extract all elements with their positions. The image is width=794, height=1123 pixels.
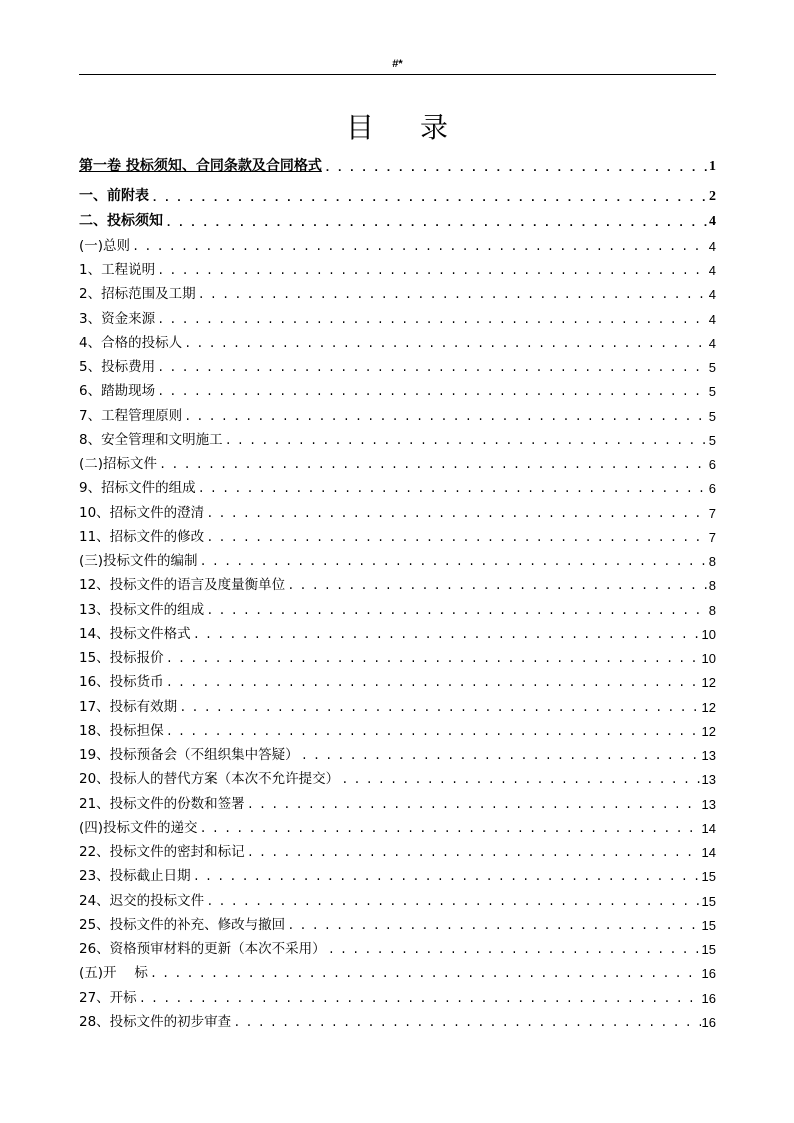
- toc-entry-label: 21、投标文件的份数和签署: [79, 795, 245, 812]
- title-char-right: 录: [420, 111, 449, 144]
- toc-entry-label: 1、工程说明: [79, 262, 156, 278]
- toc-entry[interactable]: [79, 957, 716, 981]
- toc-entry-page: 6: [708, 481, 716, 497]
- toc-entry[interactable]: [79, 618, 716, 642]
- toc-entry[interactable]: [79, 545, 716, 569]
- toc-entry[interactable]: [79, 787, 716, 811]
- toc-entry-label: (四)投标文件的递交: [79, 819, 198, 836]
- toc-entry[interactable]: [79, 375, 716, 399]
- toc-entry-label: 25、投标文件的补充、修改与撤回: [79, 916, 286, 933]
- toc-entry-page: 6: [708, 457, 716, 472]
- toc-entry-page: 7: [708, 505, 716, 521]
- toc-entry[interactable]: [79, 327, 716, 351]
- toc-entry-label: 28、投标文件的初步审查: [79, 1013, 232, 1030]
- toc-entry-label: 6、踏勘现场: [79, 383, 156, 400]
- toc-leader-dots: [179, 701, 700, 715]
- toc-entry[interactable]: [79, 399, 716, 423]
- toc-entry[interactable]: [79, 860, 716, 884]
- toc-entry-label: 13、投标文件的组成: [79, 601, 205, 618]
- toc-entry-page: 13: [701, 796, 716, 812]
- toc-leader-dots: [157, 361, 708, 375]
- table-of-contents: [79, 152, 716, 1030]
- toc-leader-dots: [287, 579, 708, 593]
- toc-leader-dots: [193, 870, 701, 884]
- toc-entry-page: 8: [708, 554, 716, 569]
- toc-leader-dots: [184, 410, 708, 424]
- toc-entry-label: (一)总则: [79, 237, 131, 254]
- toc-entry-label: 14、投标文件格式: [79, 625, 191, 642]
- toc-entry[interactable]: [79, 448, 716, 472]
- toc-entry-page: 14: [701, 820, 716, 836]
- toc-entry-label: 7、工程管理原则: [79, 407, 183, 424]
- toc-entry-label: (二)招标文件: [79, 456, 158, 472]
- toc-entry-page: 4: [708, 287, 716, 303]
- toc-entry-label: 3、资金来源: [79, 310, 156, 327]
- toc-entry[interactable]: [79, 521, 716, 545]
- toc-leader-dots: [139, 992, 701, 1006]
- toc-leader-dots: [301, 749, 701, 763]
- page-title: [0, 106, 794, 146]
- toc-leader-dots: [206, 507, 708, 521]
- toc-entry-label: (五)开 标: [79, 965, 148, 982]
- toc-entry[interactable]: [79, 739, 716, 763]
- toc-entry-page: 15: [701, 917, 716, 933]
- toc-entry[interactable]: [79, 836, 716, 860]
- toc-entry[interactable]: [79, 666, 716, 690]
- toc-leader-dots: [206, 531, 708, 545]
- toc-entry[interactable]: [79, 690, 716, 714]
- toc-entry[interactable]: [79, 205, 716, 229]
- toc-entry-page: 5: [708, 384, 716, 400]
- toc-entry[interactable]: [79, 351, 716, 375]
- toc-entry-page: 15: [701, 893, 716, 909]
- toc-entry[interactable]: [79, 254, 716, 278]
- toc-entry-page: 16: [701, 1014, 716, 1030]
- toc-leader-dots: [151, 191, 708, 205]
- toc-entry-page: 16: [701, 966, 716, 982]
- toc-entry-label: (三)投标文件的编制: [79, 553, 198, 569]
- toc-entry-page: 8: [708, 578, 716, 594]
- toc-entry-page: 15: [701, 869, 716, 885]
- toc-leader-dots: [166, 652, 701, 666]
- toc-leader-dots: [206, 895, 700, 909]
- toc-entry-page: 12: [701, 699, 716, 715]
- toc-entry-label: 一、前附表: [79, 188, 149, 205]
- toc-entry-label: 9、招标文件的组成: [79, 480, 196, 497]
- toc-entry-label: 4、合格的投标人: [79, 334, 183, 351]
- toc-leader-dots: [324, 161, 708, 175]
- toc-leader-dots: [287, 919, 700, 933]
- toc-entry-page: 15: [701, 942, 716, 957]
- toc-entry[interactable]: [79, 715, 716, 739]
- header-rule: [79, 74, 716, 75]
- toc-leader-dots: [166, 725, 701, 739]
- toc-leader-dots: [157, 313, 708, 327]
- toc-leader-dots: [159, 458, 708, 472]
- toc-entry-label: 18、投标担保: [79, 722, 164, 739]
- toc-entry-page: 4: [709, 213, 716, 229]
- toc-entry[interactable]: [79, 569, 716, 593]
- toc-entry-page: 12: [701, 723, 716, 739]
- toc-entry-label: 16、投标货币: [79, 674, 164, 691]
- toc-entry-label: 2、招标范围及工期: [79, 286, 196, 303]
- toc-entry[interactable]: [79, 981, 716, 1005]
- toc-entry-label: 10、招标文件的澄清: [79, 504, 205, 521]
- toc-entry-page: 4: [708, 311, 716, 327]
- toc-leader-dots: [341, 773, 700, 787]
- toc-leader-dots: [193, 628, 701, 642]
- toc-leader-dots: [166, 676, 701, 690]
- toc-entry[interactable]: [79, 1006, 716, 1030]
- toc-entry[interactable]: [79, 909, 716, 933]
- toc-entry-page: 4: [708, 335, 716, 351]
- page-header: #*: [392, 58, 403, 70]
- toc-leader-dots: [225, 434, 708, 448]
- toc-entry-page: 10: [701, 651, 716, 666]
- toc-entry-label: 24、迟交的投标文件: [79, 892, 205, 909]
- toc-entry-page: 13: [701, 772, 716, 788]
- toc-entry-label: 26、资格预审材料的更新（本次不采用）: [79, 941, 326, 957]
- toc-entry-page: 2: [709, 189, 716, 205]
- toc-entry-page: 16: [701, 990, 716, 1006]
- toc-entry[interactable]: [79, 593, 716, 617]
- toc-entry[interactable]: [79, 812, 716, 836]
- toc-entry-page: 5: [708, 408, 716, 424]
- toc-entry[interactable]: [79, 181, 716, 205]
- toc-entry-page: 4: [708, 263, 716, 278]
- toc-leader-dots: [184, 337, 708, 351]
- toc-entry[interactable]: [79, 496, 716, 520]
- toc-entry[interactable]: [79, 278, 716, 302]
- toc-entry-label: 20、投标人的替代方案（本次不允许提交）: [79, 771, 340, 788]
- toc-entry-page: 14: [701, 845, 716, 860]
- toc-entry-label: 27、开标: [79, 989, 137, 1006]
- toc-entry-label: 22、投标文件的密封和标记: [79, 844, 245, 860]
- toc-leader-dots: [200, 822, 701, 836]
- toc-entry-label: 15、投标报价: [79, 650, 164, 666]
- toc-leader-dots: [247, 798, 701, 812]
- toc-entry-label: 19、投标预备会（不组织集中答疑）: [79, 747, 299, 763]
- toc-entry[interactable]: [79, 302, 716, 326]
- toc-entry-page: 5: [708, 360, 716, 375]
- toc-entry[interactable]: [79, 933, 716, 957]
- toc-leader-dots: [247, 846, 701, 860]
- toc-entry-page: 12: [701, 675, 716, 691]
- toc-entry-page: 10: [701, 626, 716, 642]
- toc-entry-page: 1: [709, 159, 716, 174]
- toc-entry-label: 23、投标截止日期: [79, 868, 191, 885]
- toc-entry[interactable]: [79, 763, 716, 787]
- toc-entry[interactable]: [79, 230, 716, 254]
- toc-entry-label: 12、投标文件的语言及度量衡单位: [79, 577, 286, 594]
- toc-entry-label: 8、安全管理和文明施工: [79, 431, 223, 448]
- toc-leader-dots: [157, 264, 708, 278]
- toc-leader-dots: [165, 216, 708, 230]
- toc-leader-dots: [198, 482, 708, 496]
- toc-leader-dots: [198, 288, 708, 302]
- toc-entry-page: 5: [708, 432, 716, 448]
- toc-leader-dots: [233, 1016, 700, 1030]
- toc-entry-page: 7: [708, 529, 716, 545]
- toc-leader-dots: [206, 604, 708, 618]
- toc-entry-label: 17、投标有效期: [79, 698, 178, 715]
- toc-entry-label: 二、投标须知: [79, 212, 163, 229]
- toc-entry-label: 11、招标文件的修改: [79, 528, 205, 545]
- toc-leader-dots: [200, 555, 708, 569]
- toc-entry[interactable]: [79, 424, 716, 448]
- toc-entry-page: 4: [708, 238, 716, 254]
- title-char-left: 目: [345, 111, 374, 144]
- toc-leader-dots: [150, 967, 701, 981]
- toc-entry[interactable]: [79, 884, 716, 908]
- toc-entry[interactable]: [79, 472, 716, 496]
- toc-entry-label: 5、投标费用: [79, 359, 156, 375]
- toc-entry[interactable]: [79, 642, 716, 666]
- toc-leader-dots: [132, 240, 708, 254]
- toc-entry-page: 8: [708, 602, 716, 618]
- toc-entry[interactable]: [79, 152, 716, 175]
- toc-leader-dots: [328, 943, 701, 957]
- toc-entry-label: 第一卷 投标须知、合同条款及合同格式: [79, 158, 322, 174]
- toc-entry-page: 13: [701, 748, 716, 763]
- toc-leader-dots: [157, 385, 708, 399]
